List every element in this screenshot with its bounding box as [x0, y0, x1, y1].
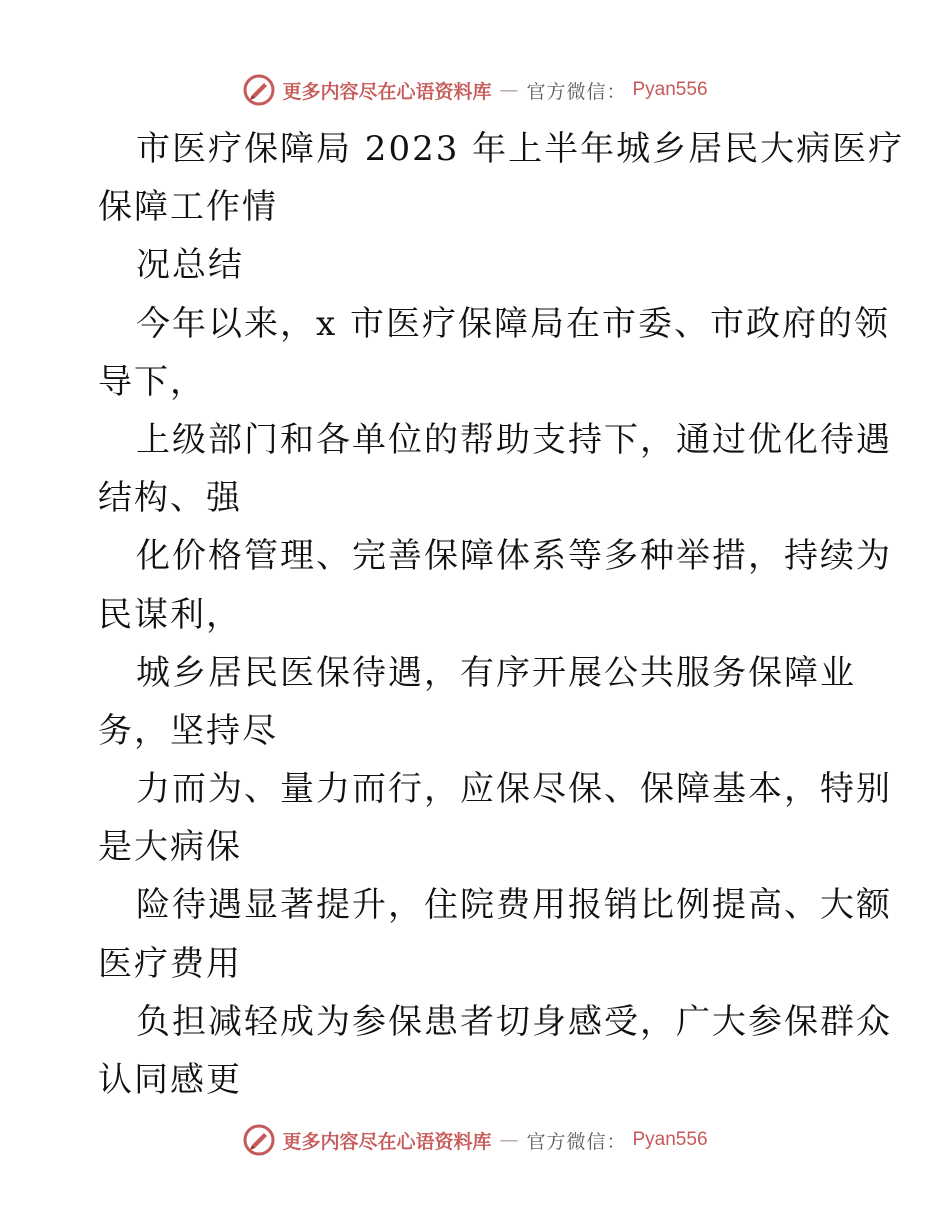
watermark-wechat-id: Pyan556 [632, 1129, 708, 1150]
paragraph-line: 城乡居民医保待遇，有序开展公共服务保障业 [136, 652, 856, 693]
watermark-separator: — [499, 79, 519, 101]
paragraph-line: 险待遇显著提升，住院费用报销比例提高、大额 [136, 885, 892, 926]
header-watermark [0, 72, 950, 108]
paragraph-line: 导下， [98, 361, 206, 402]
document-title-line-1: 市医疗保障局 2023 年上半年城乡居民大病医疗 [136, 129, 905, 169]
paragraph-line: 力而为、量力而行，应保尽保、保障基本，特别 [136, 769, 892, 810]
document-body [98, 120, 905, 1109]
watermark-official: 官方微信： [526, 80, 627, 103]
watermark-wechat-id: Pyan556 [632, 79, 708, 100]
paragraph-line: 今年以来，x 市医疗保障局在市委、市政府的领 [136, 303, 890, 344]
watermark-brand: 更多内容尽在心语资料库 [282, 80, 492, 103]
document-title-line-2: 保障工作情 [98, 187, 278, 228]
paragraph-line: 负担减轻成为参保患者切身感受，广大参保群众 [136, 1001, 892, 1042]
paragraph-line: 医疗费用 [98, 943, 242, 984]
paragraph-line: 认同感更 [98, 1060, 242, 1100]
document-title-line-3: 况总结 [136, 245, 244, 286]
watermark-brand: 更多内容尽在心语资料库 [282, 1130, 492, 1153]
paragraph-line: 结构、强 [98, 478, 242, 519]
brand-logo-icon [242, 1123, 276, 1157]
paragraph-line: 化价格管理、完善保障体系等多种举措，持续为 [136, 536, 892, 577]
watermark-official: 官方微信： [526, 1130, 627, 1153]
brand-logo-icon [242, 73, 276, 107]
paragraph-line: 务，坚持尽 [98, 710, 278, 751]
footer-watermark [0, 1122, 950, 1158]
paragraph-line: 上级部门和各单位的帮助支持下，通过优化待遇 [136, 419, 892, 460]
watermark-separator: — [499, 1129, 519, 1151]
paragraph-line: 是大病保 [98, 827, 242, 868]
paragraph-line: 民谋利， [98, 594, 242, 635]
